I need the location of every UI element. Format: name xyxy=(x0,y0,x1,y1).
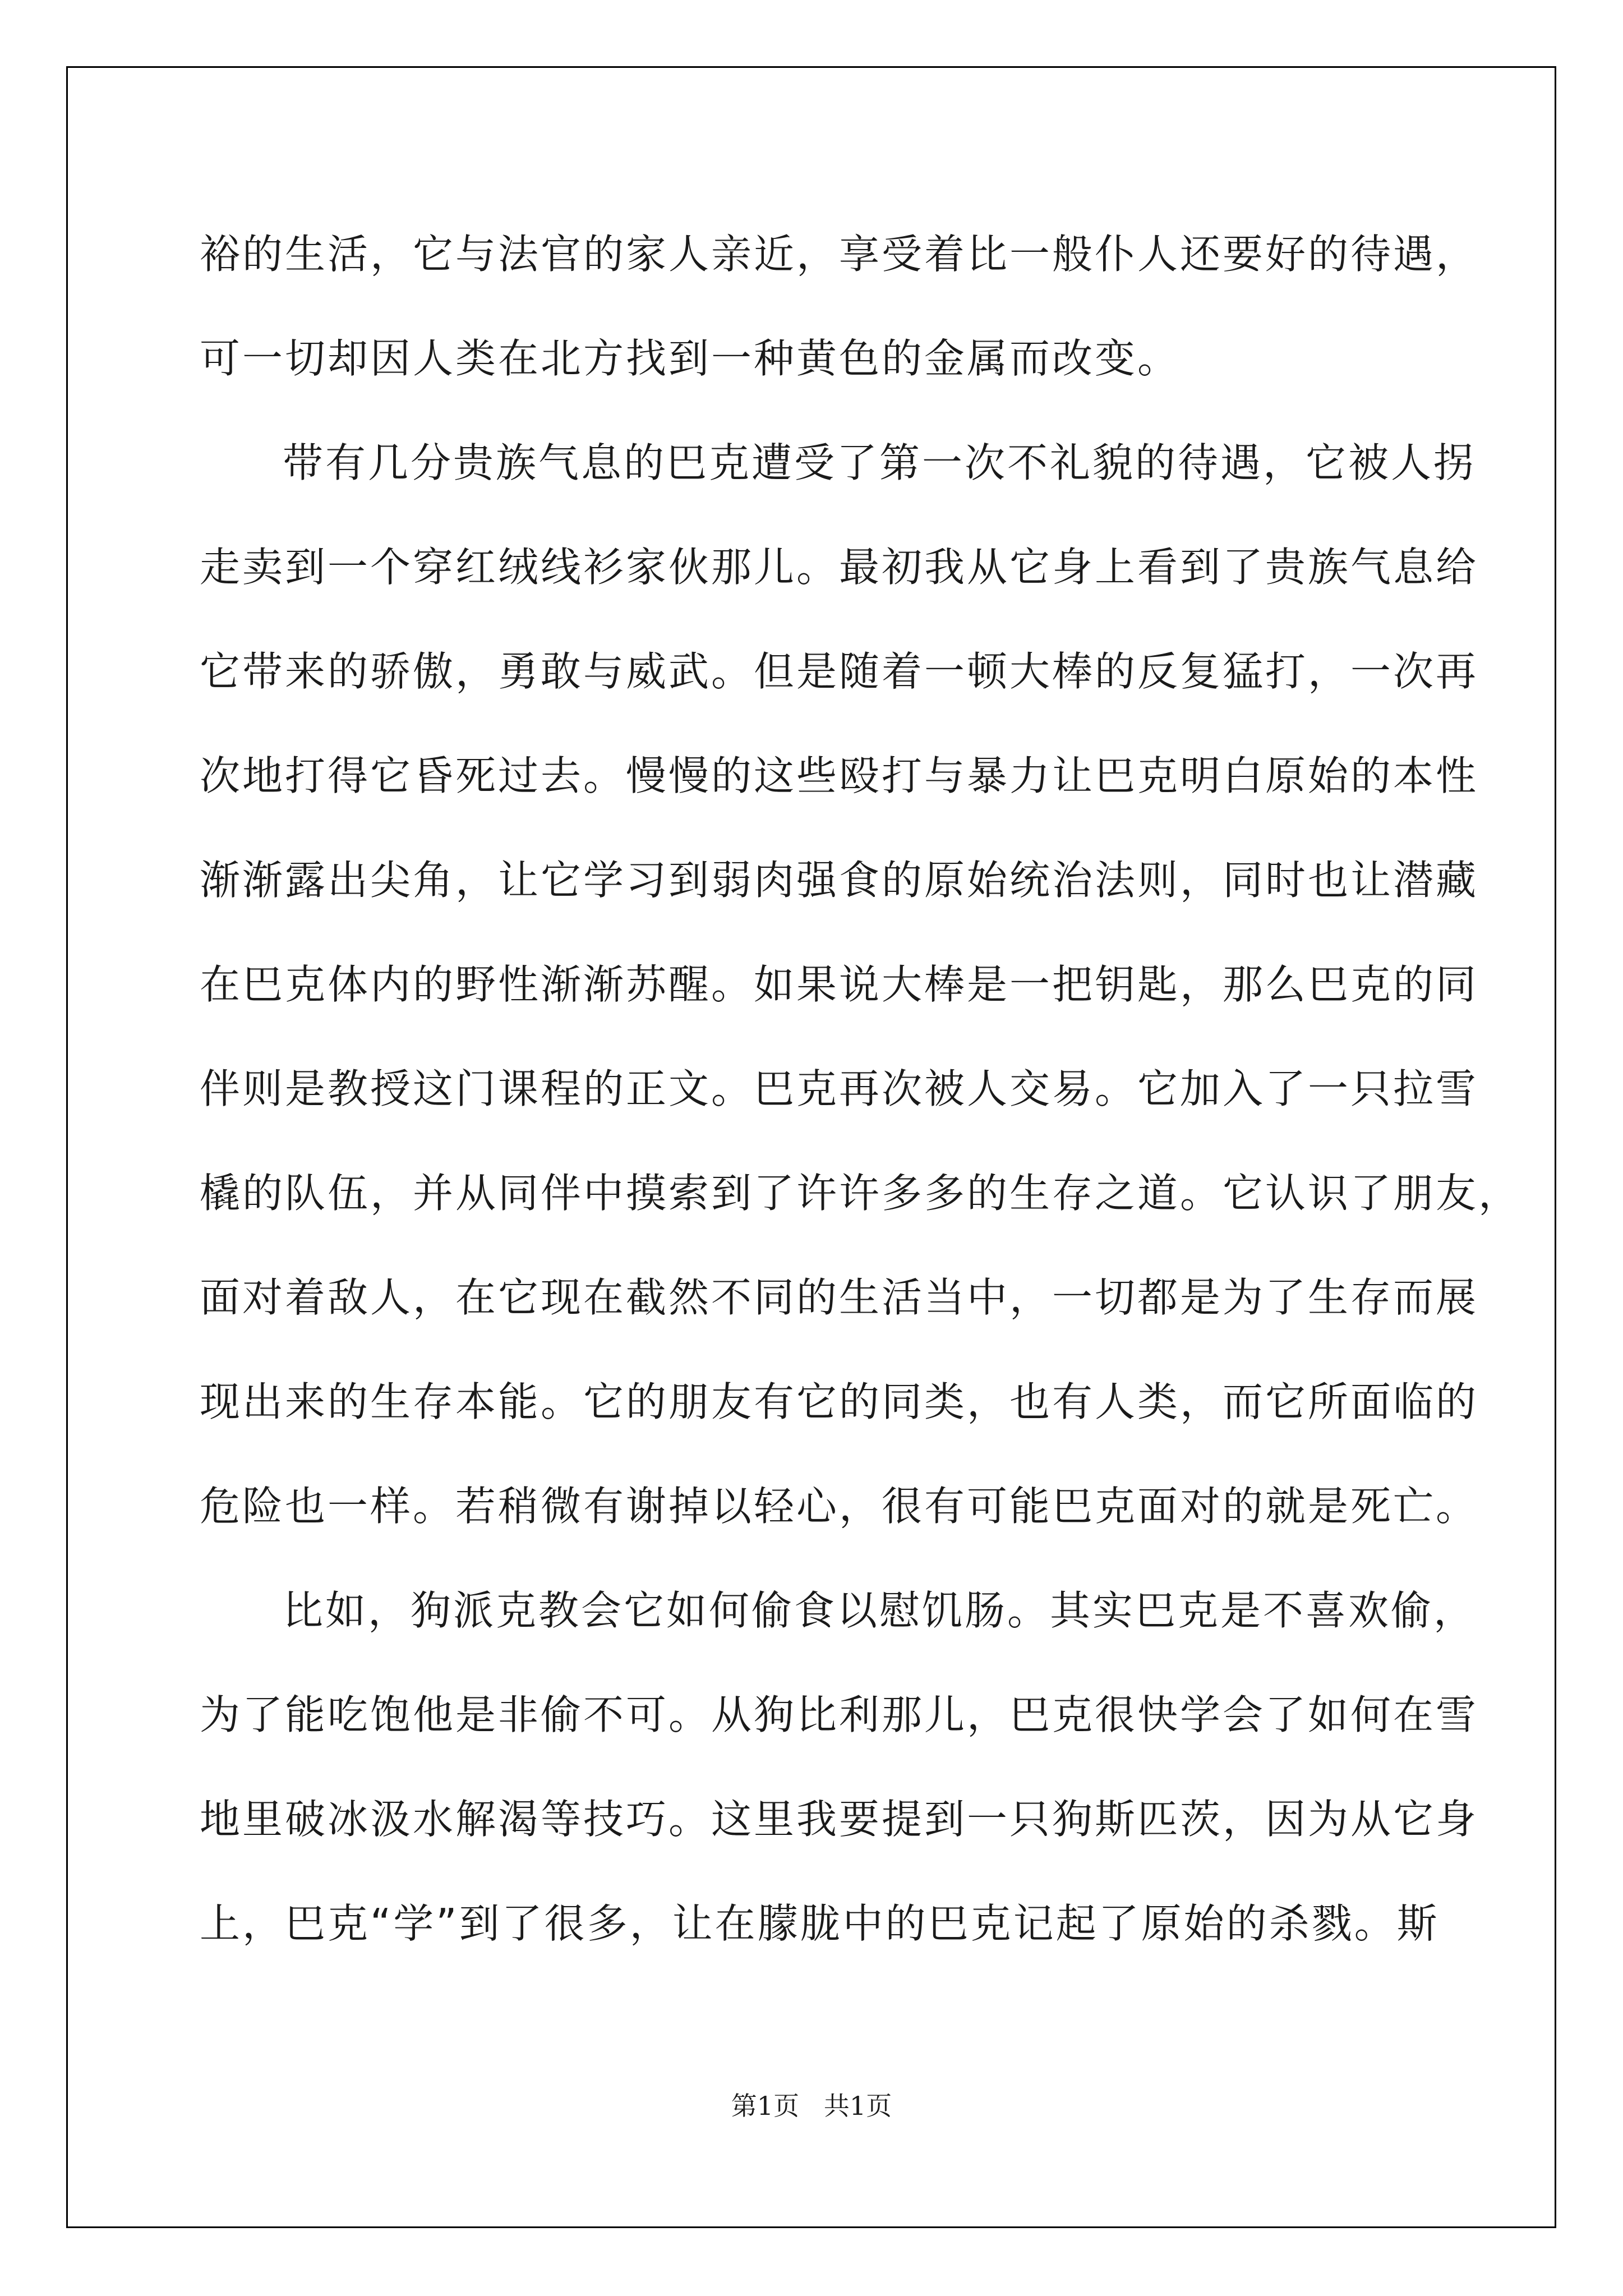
text-line: 次地打得它昏死过去。慢慢的这些殴打与暴力让巴克明白原始的本性 xyxy=(200,752,1479,799)
text-line: 在巴克体内的野性渐渐苏醒。如果说大棒是一把钥匙，那么巴克的同 xyxy=(200,961,1479,1008)
text-line: 带有几分贵族气息的巴克遭受了第一次不礼貌的待遇，它被人拐 xyxy=(283,439,1477,486)
text-line: 走卖到一个穿红绒线衫家伙那儿。最初我从它身上看到了贵族气息给 xyxy=(200,544,1479,591)
text-line: 可一切却因人类在北方找到一种黄色的金属而改变。 xyxy=(200,335,1181,382)
text-line: 危险也一样。若稍微有谢掉以轻心，很有可能巴克面对的就是死亡。 xyxy=(200,1483,1479,1530)
document-body xyxy=(200,202,1521,1976)
text-line: 渐渐露出尖角，让它学习到弱肉强食的原始统治法则，同时也让潜藏 xyxy=(200,857,1479,904)
text-line: 面对着敌人，在它现在截然不同的生活当中，一切都是为了生存而展 xyxy=(200,1274,1479,1321)
text-line: 为了能吃饱他是非偷不可。从狗比利那儿，巴克很快学会了如何在雪 xyxy=(200,1691,1479,1738)
text-line: 地里破冰汲水解渴等技巧。这里我要提到一只狗斯匹茨，因为从它身 xyxy=(200,1796,1479,1843)
page-number-footer: 第1页 共1页 xyxy=(731,2091,892,2121)
text-line: 现出来的生存本能。它的朋友有它的同类，也有人类，而它所面临的 xyxy=(200,1378,1479,1425)
text-line: 裕的生活，它与法官的家人亲近，享受着比一般仆人还要好的待遇， xyxy=(200,231,1479,278)
text-line: 上，巴克“学”到了很多，让在朦胧中的巴克记起了原始的杀戮。斯 xyxy=(200,1900,1440,1947)
text-line: 比如，狗派克教会它如何偷食以慰饥肠。其实巴克是不喜欢偷， xyxy=(283,1587,1477,1634)
text-line: 橇的队伍，并从同伴中摸索到了许许多多的生存之道。它认识了朋友， xyxy=(200,1170,1521,1217)
text-line: 伴则是教授这门课程的正文。巴克再次被人交易。它加入了一只拉雪 xyxy=(200,1065,1479,1112)
text-line: 它带来的骄傲，勇敢与威武。但是随着一顿大棒的反复猛打，一次再 xyxy=(200,648,1479,695)
